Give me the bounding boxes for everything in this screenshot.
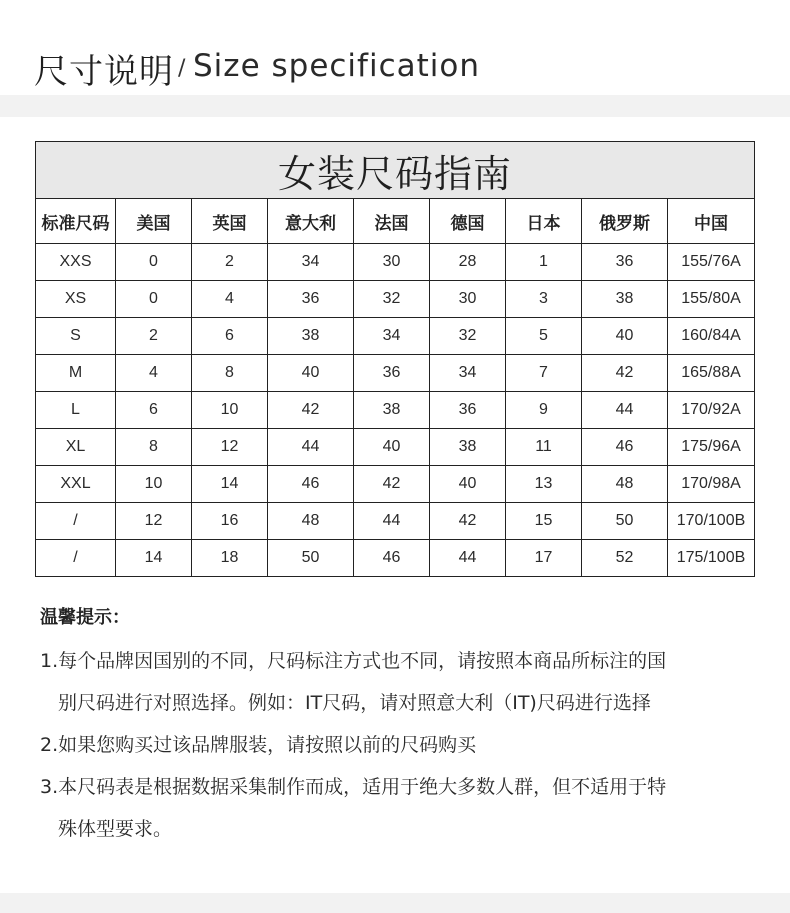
note-line: 殊体型要求。 — [58, 818, 173, 840]
table-cell: 170/100B — [668, 503, 755, 540]
table-cell: 10 — [116, 466, 192, 503]
table-cell: 30 — [354, 244, 430, 281]
column-header: 美国 — [116, 199, 192, 244]
table-cell: 3 — [506, 281, 582, 318]
table-cell: 36 — [268, 281, 354, 318]
note-line: 1.每个品牌因国别的不同，尺码标注方式也不同，请按照本商品所标注的国 — [40, 650, 667, 672]
table-cell: 50 — [582, 503, 668, 540]
table-cell: 4 — [116, 355, 192, 392]
page-title-cn: 尺寸说明 — [34, 52, 174, 92]
table-cell: 46 — [582, 429, 668, 466]
table-cell: 36 — [582, 244, 668, 281]
table-cell: 8 — [192, 355, 268, 392]
table-cell: 36 — [354, 355, 430, 392]
table-cell: 42 — [354, 466, 430, 503]
table-cell: 18 — [192, 540, 268, 577]
table-cell: 40 — [430, 466, 506, 503]
table-cell: 40 — [582, 318, 668, 355]
page-title-en: Size specification — [193, 48, 480, 84]
table-cell: 38 — [268, 318, 354, 355]
table-row — [36, 244, 755, 281]
table-cell: 155/76A — [668, 244, 755, 281]
table-cell: 34 — [430, 355, 506, 392]
table-row — [36, 281, 755, 318]
table-cell: XL — [36, 429, 116, 466]
table-cell: 40 — [268, 355, 354, 392]
table-cell: 2 — [192, 244, 268, 281]
table-cell: M — [36, 355, 116, 392]
table-header-row — [36, 199, 755, 244]
table-cell: 48 — [268, 503, 354, 540]
table-cell: 4 — [192, 281, 268, 318]
column-header: 俄罗斯 — [582, 199, 668, 244]
header-divider-band — [0, 95, 790, 117]
table-cell: 170/92A — [668, 392, 755, 429]
table-cell: 9 — [506, 392, 582, 429]
table-cell: 46 — [268, 466, 354, 503]
table-cell: 42 — [268, 392, 354, 429]
table-cell: 170/98A — [668, 466, 755, 503]
table-cell: / — [36, 540, 116, 577]
table-banner: 女装尺码指南 — [36, 142, 755, 199]
table-cell: 36 — [430, 392, 506, 429]
table-cell: 165/88A — [668, 355, 755, 392]
table-cell: XXS — [36, 244, 116, 281]
size-chart-table — [35, 141, 755, 577]
table-cell: 0 — [116, 244, 192, 281]
table-cell: 40 — [354, 429, 430, 466]
table-row — [36, 318, 755, 355]
table-cell: XS — [36, 281, 116, 318]
note-line: 别尺码进行对照选择。例如：IT尺码，请对照意大利（IT)尺码进行选择 — [58, 692, 651, 714]
table-row — [36, 466, 755, 503]
column-header: 中国 — [668, 199, 755, 244]
column-header: 法国 — [354, 199, 430, 244]
column-header: 英国 — [192, 199, 268, 244]
table-cell: 14 — [116, 540, 192, 577]
table-cell: S — [36, 318, 116, 355]
table-cell: 32 — [430, 318, 506, 355]
table-cell: 7 — [506, 355, 582, 392]
table-body — [36, 244, 755, 577]
table-cell: 32 — [354, 281, 430, 318]
note-line: 2.如果您购买过该品牌服装，请按照以前的尺码购买 — [40, 734, 477, 756]
table-cell: L — [36, 392, 116, 429]
title-separator: / — [178, 56, 186, 81]
page-header — [0, 0, 790, 95]
table-cell: 8 — [116, 429, 192, 466]
footer-band — [0, 893, 790, 913]
table-cell: 17 — [506, 540, 582, 577]
table-cell: 44 — [268, 429, 354, 466]
table-cell: 6 — [192, 318, 268, 355]
column-header: 意大利 — [268, 199, 354, 244]
table-row — [36, 540, 755, 577]
table-cell: 50 — [268, 540, 354, 577]
table-cell: 38 — [430, 429, 506, 466]
table-cell: 12 — [192, 429, 268, 466]
table-row — [36, 429, 755, 466]
note-line: 3.本尺码表是根据数据采集制作而成，适用于绝大多数人群，但不适用于特 — [40, 776, 667, 798]
table-cell: 5 — [506, 318, 582, 355]
table-cell: / — [36, 503, 116, 540]
notes-section — [40, 600, 760, 850]
table-cell: 6 — [116, 392, 192, 429]
table-cell: 46 — [354, 540, 430, 577]
table-cell: XXL — [36, 466, 116, 503]
table-cell: 11 — [506, 429, 582, 466]
table-cell: 160/84A — [668, 318, 755, 355]
table-cell: 12 — [116, 503, 192, 540]
table-cell: 155/80A — [668, 281, 755, 318]
table-cell: 2 — [116, 318, 192, 355]
table-cell: 44 — [430, 540, 506, 577]
table-cell: 44 — [582, 392, 668, 429]
notes-title: 温馨提示： — [40, 607, 130, 628]
table-cell: 44 — [354, 503, 430, 540]
table-row — [36, 355, 755, 392]
table-cell: 15 — [506, 503, 582, 540]
table-cell: 34 — [354, 318, 430, 355]
table-cell: 38 — [582, 281, 668, 318]
column-header: 日本 — [506, 199, 582, 244]
table-cell: 42 — [582, 355, 668, 392]
table-cell: 10 — [192, 392, 268, 429]
table-cell: 42 — [430, 503, 506, 540]
table-cell: 30 — [430, 281, 506, 318]
table-cell: 28 — [430, 244, 506, 281]
table-cell: 48 — [582, 466, 668, 503]
column-header: 标准尺码 — [36, 199, 116, 244]
table-cell: 175/96A — [668, 429, 755, 466]
table-cell: 175/100B — [668, 540, 755, 577]
table-cell: 1 — [506, 244, 582, 281]
table-cell: 34 — [268, 244, 354, 281]
column-header: 德国 — [430, 199, 506, 244]
table-cell: 0 — [116, 281, 192, 318]
table-row — [36, 503, 755, 540]
table-cell: 13 — [506, 466, 582, 503]
table-cell: 16 — [192, 503, 268, 540]
table-cell: 38 — [354, 392, 430, 429]
table-cell: 52 — [582, 540, 668, 577]
table-row — [36, 392, 755, 429]
table-cell: 14 — [192, 466, 268, 503]
